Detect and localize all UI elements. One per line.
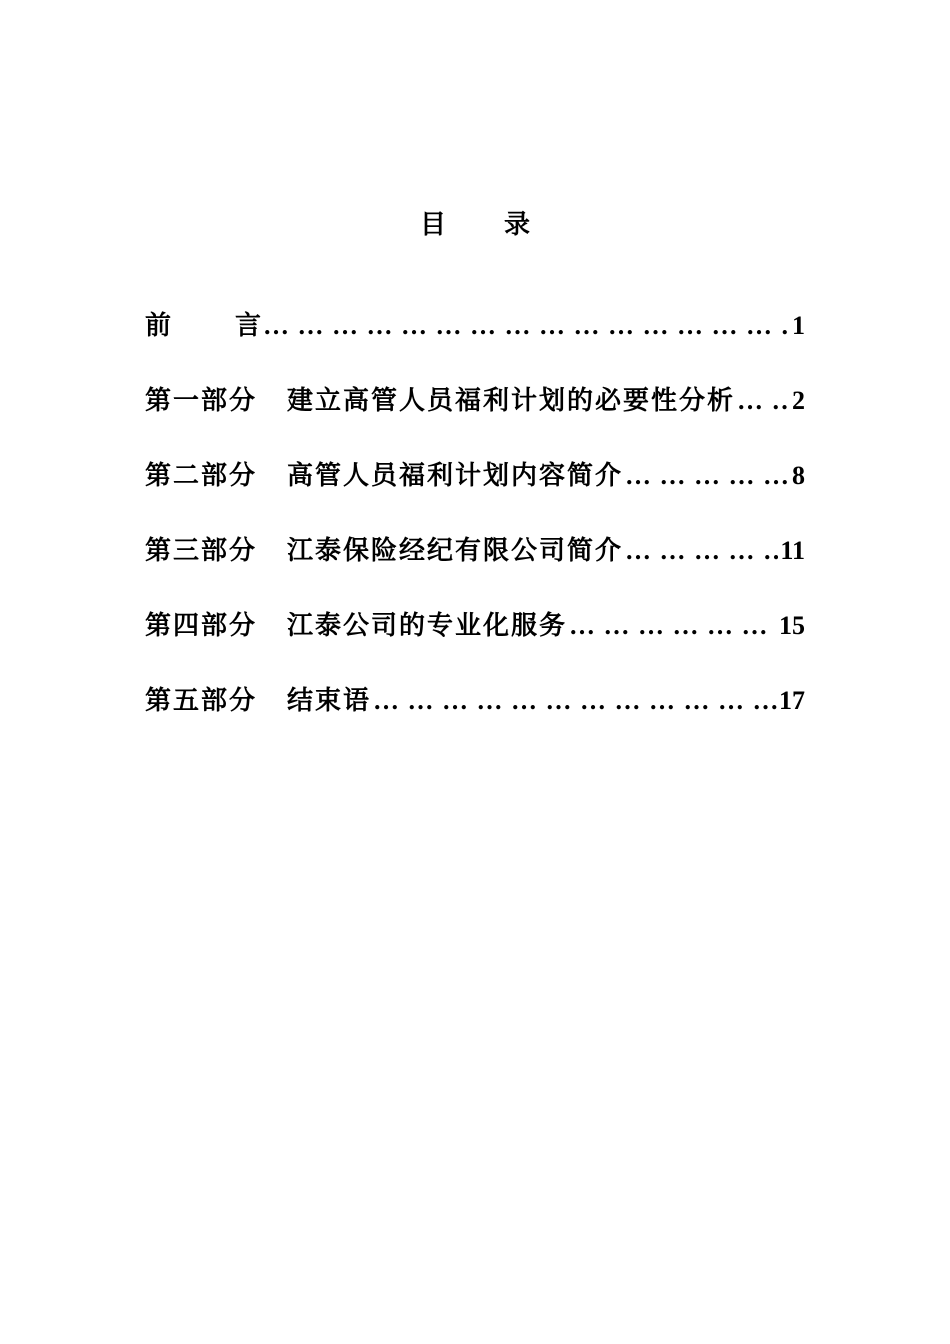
toc-entry-title: 江泰公司的专业化服务 — [287, 611, 568, 641]
toc-entry-title: 高管人员福利计划内容简介 — [287, 461, 624, 491]
toc-entry-page: 2 — [792, 386, 805, 415]
toc-entry-page: 1 — [792, 311, 805, 340]
toc-entry-part-2[interactable] — [145, 455, 805, 530]
toc-entry-part-char-1: 前 — [145, 311, 172, 341]
toc-entry-part: 第一部分 — [145, 386, 258, 416]
dot-leader — [625, 536, 778, 566]
toc-title — [0, 204, 950, 241]
dot-leader — [737, 386, 790, 416]
toc-entry-part: 第五部分 — [145, 686, 258, 716]
toc-entry-part — [145, 305, 261, 342]
toc-entry-page: 11 — [780, 536, 805, 565]
toc-entry-part: 第三部分 — [145, 536, 258, 566]
toc-entry-page: 17 — [779, 686, 805, 715]
toc-entry-title: 江泰保险经纪有限公司简介 — [287, 536, 624, 566]
dot-leader — [263, 311, 790, 341]
toc-entry-part-1[interactable] — [145, 380, 805, 455]
toc-title-char-2: 录 — [504, 210, 531, 240]
dot-leader — [373, 686, 777, 716]
toc-entry-part-4[interactable] — [145, 605, 805, 680]
toc-entry-part-3[interactable] — [145, 530, 805, 605]
toc-entry-page: 8 — [792, 461, 805, 490]
toc-entry-part: 第二部分 — [145, 461, 258, 491]
toc-entry-part-5[interactable] — [145, 680, 805, 755]
dot-leader — [569, 611, 777, 641]
toc-entry-part-char-2: 言 — [235, 311, 262, 341]
dot-leader — [625, 461, 790, 491]
toc-entry-preface[interactable] — [145, 305, 805, 380]
toc-list — [145, 305, 805, 755]
toc-entry-title: 结束语 — [287, 686, 372, 716]
toc-entry-page: 15 — [779, 611, 805, 640]
toc-entry-part: 第四部分 — [145, 611, 258, 641]
toc-title-char-1: 目 — [419, 210, 446, 240]
toc-entry-title: 建立高管人员福利计划的必要性分析 — [287, 386, 736, 416]
